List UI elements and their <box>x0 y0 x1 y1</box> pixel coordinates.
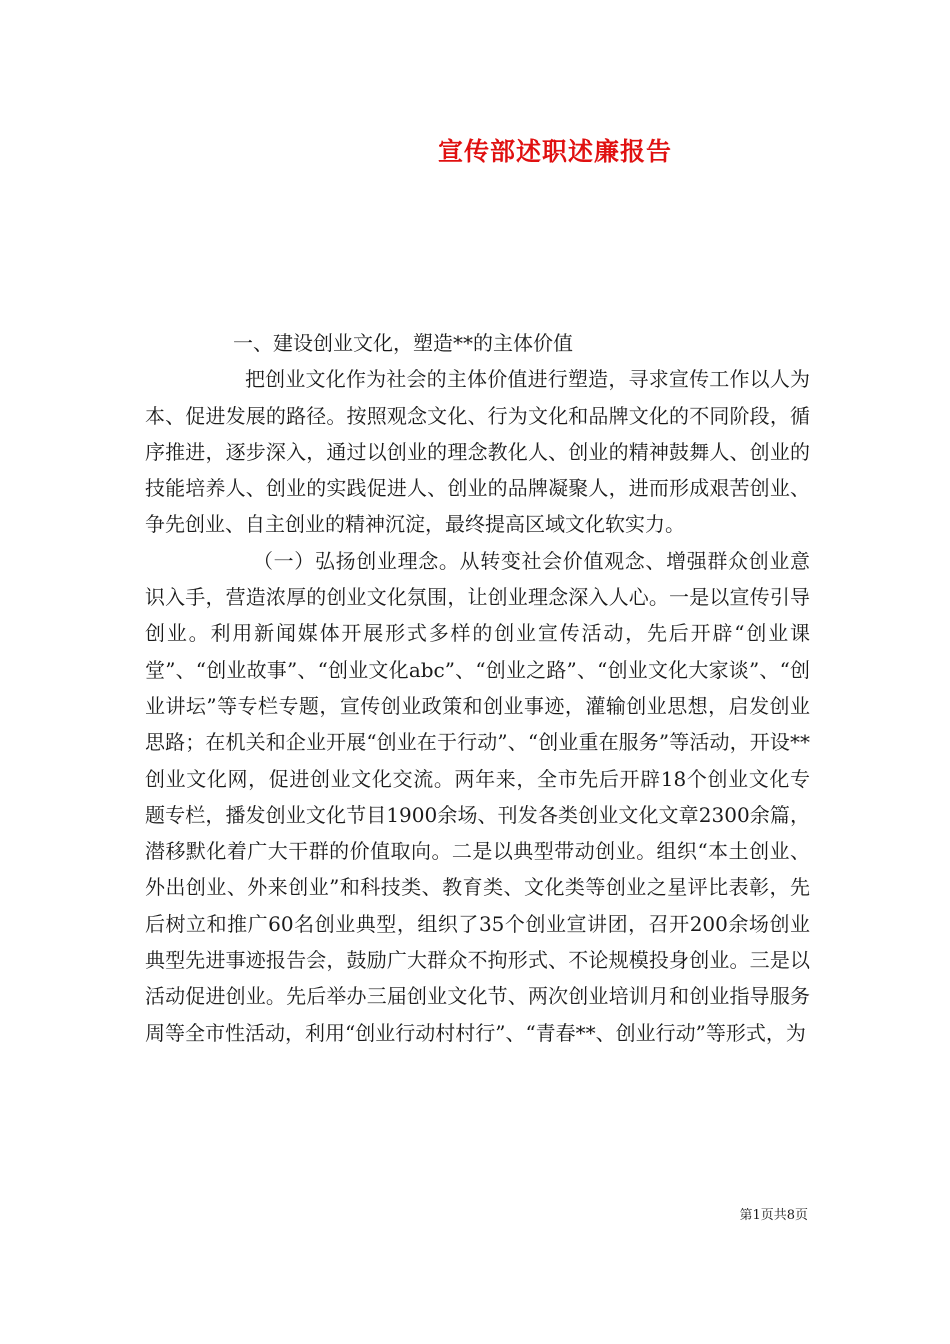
page-number-footer: 第1页共8页 <box>739 1208 808 1223</box>
document-body <box>145 325 810 1051</box>
page-title: 宣传部述职述廉报告 <box>437 137 672 166</box>
body-paragraph: （一）弘扬创业理念。从转变社会价值观念、增强群众创业意识入手，营造浓厚的创业文化氛围，让创业理念深入人心。一是以宣传引导创业。利用新闻媒体开展形式多样的创业宣传活动，先后开辟“创业课堂”、“创业故事”、“创业文化abc”、“创业之路”、“创业文化大家谈”、“创业讲坛”等专栏专题，宣传创业政策和创业事迹，灌输创业思想，启发创业思路；在机关和企业开展“创业在于行动”、“创业重在服务”等活动，开设**创业文化网，促进创业文化交流。两年来，全市先后开辟18个创业文化专题专栏，播发创业文化节目1900余场、刊发各类创业文化文章2300余篇，潜移默化着广大干群的价值取向。二是以典型带动创业。组织“本土创业、外出创业、外来创业”和科技类、教育类、文化类等创业之星评比表彰，先后树立和推广60名创业典型，组织了35个创业宣讲团，召开200余场创业典型先进事迹报告会，鼓励广大群众不拘形式、不论规模投身创业。三是以活动促进创业。先后举办三届创业文化节、两次创业培训月和创业指导服务周等全市性活动，利用“创业行动村村行”、“青春**、创业行动”等形式，为 <box>145 548 810 1045</box>
section-heading: 一、建设创业文化，塑造**的主体价值 <box>233 331 573 355</box>
body-paragraph: 把创业文化作为社会的主体价值进行塑造，寻求宣传工作以人为本、促进发展的路径。按照观念文化、行为文化和品牌文化的不同阶段，循序推进，逐步深入，通过以创业的理念教化人、创业的精神鼓舞人、创业的技能培养人、创业的实践促进人、创业的品牌凝聚人，进而形成艰苦创业、争先创业、自主创业的精神沉淀，最终提高区域文化软实力。 <box>145 367 810 537</box>
